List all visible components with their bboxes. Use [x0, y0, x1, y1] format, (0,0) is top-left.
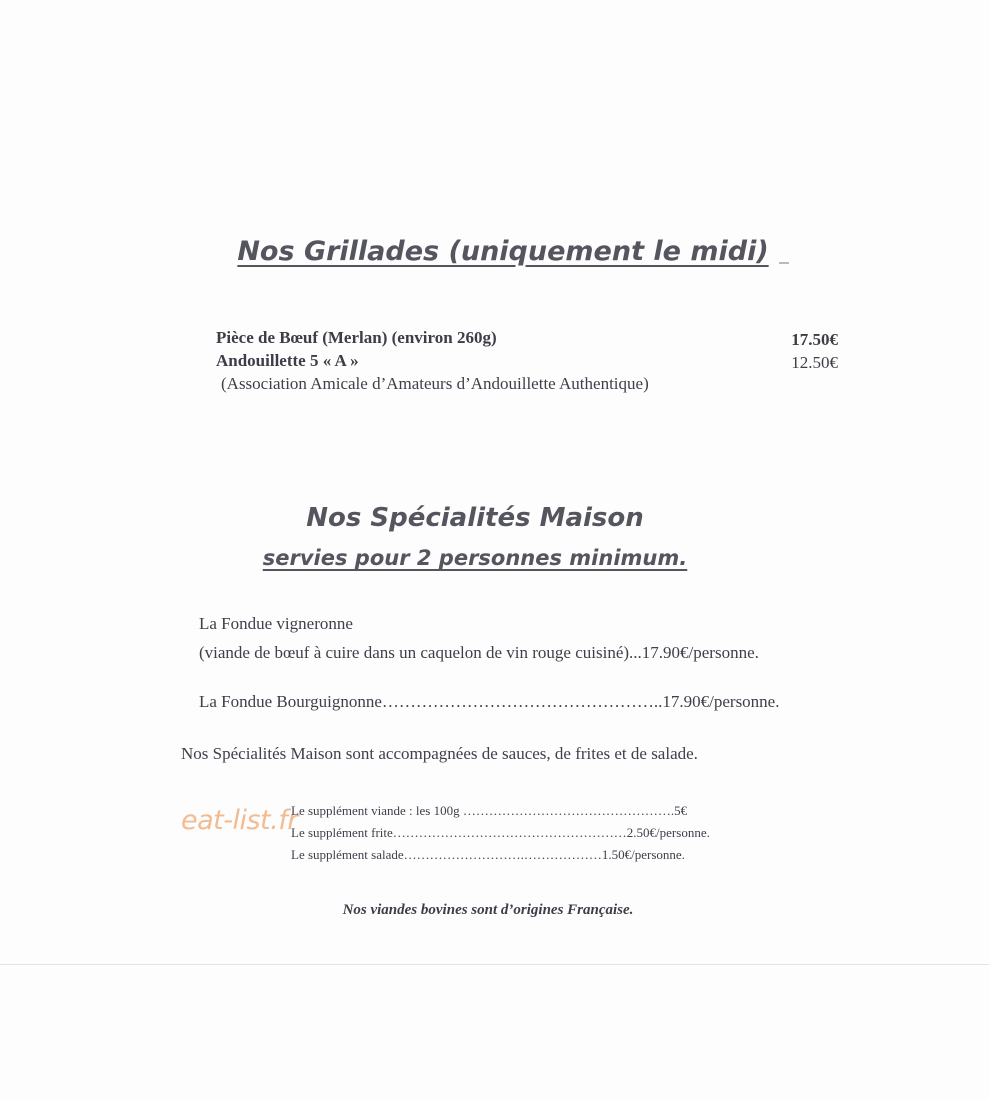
fondue-bourguignonne: La Fondue Bourguignonne…………………………………………..17.90€/personne. — [199, 692, 780, 711]
supplement-line: Le supplément frite………………………………………………2.50€/personne. — [291, 825, 710, 840]
specialites-title: Nos Spécialités Maison — [306, 503, 644, 533]
grillades-title: Nos Grillades (uniquement le midi) — [237, 236, 769, 267]
origine-note: Nos viandes bovines sont d’origines Française. — [342, 902, 634, 918]
fondue-vigneronne-name: La Fondue vigneronne — [199, 614, 353, 633]
accompagnement-note: Nos Spécialités Maison sont accompagnées de sauces, de frites et de salade. — [181, 744, 698, 763]
menu-item-price: 17.50€ — [791, 330, 838, 349]
supplement-line: Le supplément viande : les 100g ………………………………………….5€ — [291, 803, 688, 818]
menu-item-name: Andouillette 5 « A » — [216, 351, 359, 370]
specialites-subtitle: servies pour 2 personnes minimum. — [262, 546, 688, 570]
menu-item-price: 12.50€ — [791, 353, 838, 372]
supplement-line: Le supplément salade……………………….………………1.50€/personne. — [291, 847, 685, 862]
watermark: eat-list.fr — [181, 805, 298, 836]
fondue-vigneronne-detail: (viande de bœuf à cuire dans un caquelon de vin rouge cuisiné)...17.90€/personne. — [199, 643, 759, 662]
menu-item-name: Pièce de Bœuf (Merlan) (environ 260g) — [216, 328, 497, 347]
andouillette-note: (Association Amicale d’Amateurs d’Andouillette Authentique) — [221, 374, 649, 393]
scan-divider — [0, 964, 989, 965]
